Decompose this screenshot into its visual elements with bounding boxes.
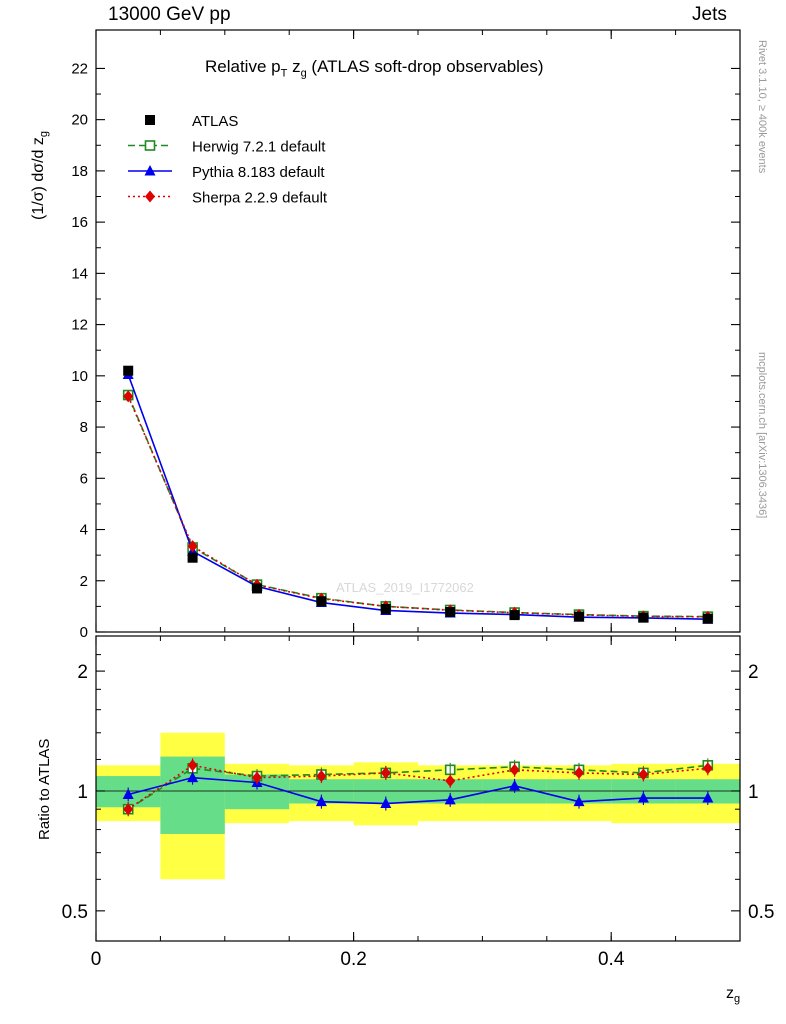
legend-label-2: Pythia 8.183 default [192,164,325,181]
legend-marker-1 [146,141,155,150]
main-yticklabel: 22 [71,60,88,78]
main-marker-atlas [703,614,713,624]
main-yticklabel: 16 [71,214,88,232]
legend-label-0: ATLAS [192,113,239,130]
legend-marker-0 [145,115,155,125]
main-marker-atlas [510,610,520,620]
ratio-yticklabel-right: 2 [748,662,759,684]
main-line-herwig [128,395,708,617]
dataset-watermark: ATLAS_2019_I1772062 [336,580,474,595]
main-yticklabel: 10 [71,367,88,385]
main-yticklabel: 0 [79,624,88,641]
main-yticklabel: 20 [71,111,88,129]
ratio-xticklabel: 0 [90,949,102,970]
main-yticklabel: 4 [79,521,88,539]
main-title: Relative $p_T$ $z_g$ (ATLAS soft-drop observables) [205,57,544,80]
ratio-xticklabel: 0.4 [597,949,625,970]
legend-marker-3 [145,191,155,203]
x-axis-label: $z_g$ [726,985,741,1006]
ratio-yticklabel-left: 0.5 [61,901,88,923]
header-right: Jets [692,4,727,25]
main-marker-atlas [574,612,584,622]
main-marker-atlas [188,553,198,563]
main-yticklabel: 8 [79,419,88,437]
main-line-pythia [128,375,708,620]
main-marker-atlas [316,596,326,606]
main-ylabel-text: (1/σ) dσ/d $z_g$ [30,130,51,220]
main-yticklabel: 14 [71,265,88,283]
ratio-xticklabel: 0.2 [340,949,367,970]
main-marker-atlas [638,613,648,623]
ratio-yticklabel-right: 0.5 [748,901,775,923]
ratio-yticklabel-left: 2 [77,662,88,684]
main-line-sherpa [128,396,708,617]
main-marker-atlas [123,366,133,376]
main-yticklabel: 6 [79,470,88,488]
ratio-yticklabel-right: 1 [748,781,759,803]
side-caption-mid: mcplots.cern.ch [arXiv:1306.3436] [756,352,768,519]
main-yticklabel: 18 [71,162,88,180]
ratio-yticklabel-left: 1 [77,781,88,803]
header-left: 13000 GeV pp [108,4,231,25]
main-yticklabel: 12 [71,316,88,334]
main-marker-atlas [252,583,262,593]
main-yticklabel: 2 [79,572,88,590]
legend-label-3: Sherpa 2.2.9 default [192,189,328,207]
main-marker-atlas [381,604,391,614]
ratio-ylabel: Ratio to ATLAS [36,738,53,840]
legend-label-1: Herwig 7.2.1 default [192,138,326,156]
side-caption-top: Rivet 3.1.10, ≥ 400k events [756,40,768,174]
main-marker-atlas [445,607,455,617]
